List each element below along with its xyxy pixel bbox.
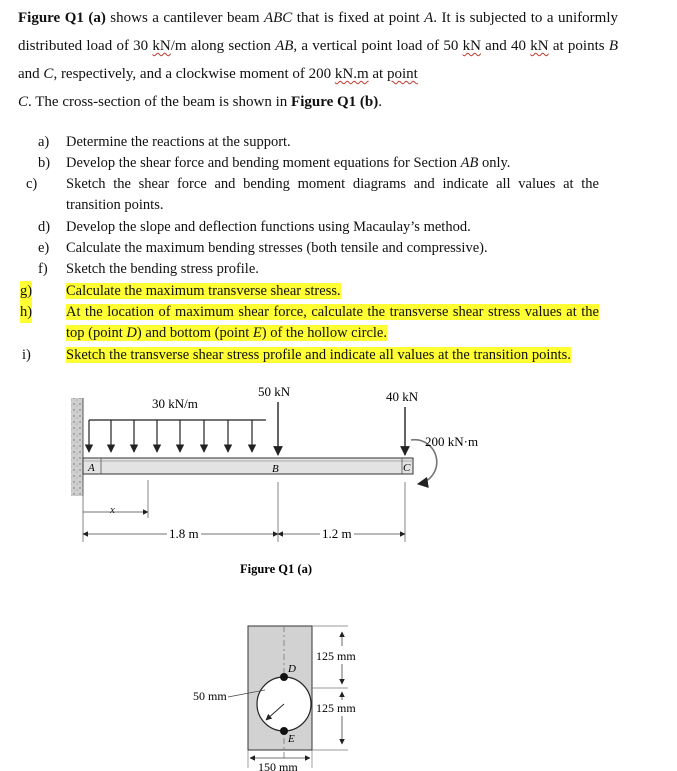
x-label: x: [110, 504, 115, 516]
point-b-label: B: [272, 463, 279, 475]
problem-statement: Figure Q1 (a) shows a cantilever beam ABC that is fixed at point A. It is subjected to a uniformly distributed load of 30 kN/m along section AB, a vertical point load of 50 kN and 40 kN at points B and C, respectively, and a clockwise moment of 200 kN.m at point C. The cross-section of the beam is shown in Figure Q1 (b).: [18, 10, 619, 110]
beam: [83, 458, 413, 474]
dim-top-label: 125 mm: [316, 649, 356, 663]
radius-label: 50 mm: [193, 689, 227, 703]
figure-ref-b: Figure Q1 (b): [291, 94, 379, 110]
point-c-label: C: [403, 462, 411, 474]
fixed-support: [71, 398, 83, 496]
point-e-label: E: [288, 733, 295, 745]
width-label: 150 mm: [258, 760, 298, 771]
point-d-dot: [280, 673, 288, 681]
dim-bottom-label: 125 mm: [316, 701, 356, 715]
load-c-label: 40 kN: [386, 389, 419, 404]
point-d-label: D: [288, 663, 296, 675]
figure-ref-a: Figure Q1 (a): [18, 10, 106, 26]
moment-label: 200 kN·m: [425, 434, 479, 449]
dim-ab-label: 1.8 m: [169, 526, 199, 541]
point-a-label: A: [88, 462, 95, 474]
dim-bc-label: 1.2 m: [322, 526, 352, 541]
udl-arrows: [89, 420, 252, 452]
udl-label: 30 kN/m: [152, 396, 198, 411]
point-e-dot: [280, 727, 288, 735]
load-b-label: 50 kN: [258, 384, 291, 399]
figure-a-caption: Figure Q1 (a): [240, 562, 312, 576]
